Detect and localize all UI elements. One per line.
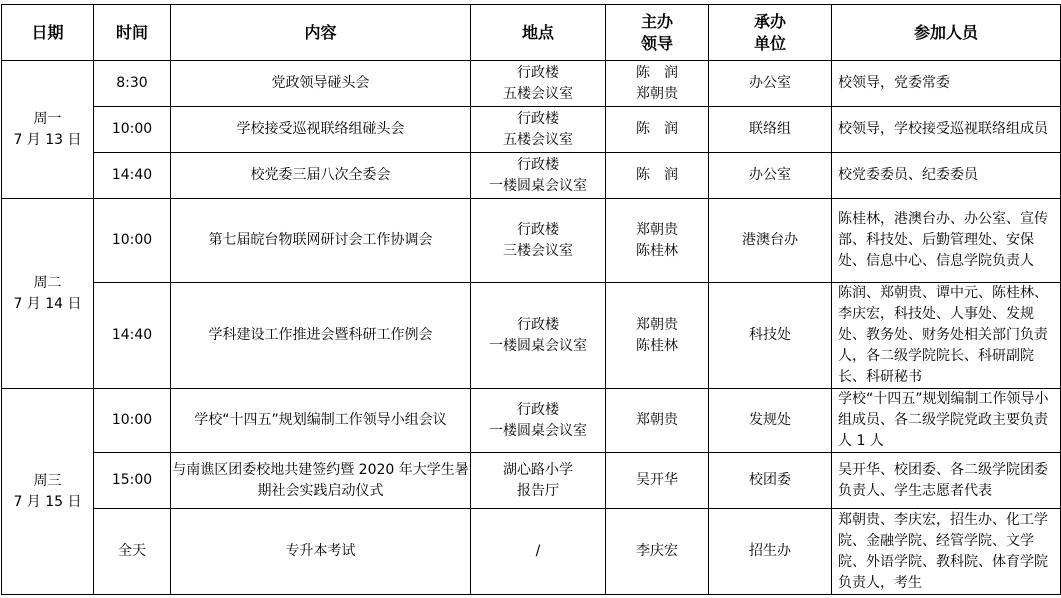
content-cell: 与南谯区团委校地共建签约暨 2020 年大学生暑期社会实践启动仪式: [171, 453, 471, 509]
header-time: 时间: [94, 5, 171, 61]
leader-cell: 郑朝贵 陈桂林: [606, 199, 709, 283]
weekday: 周一: [33, 110, 62, 127]
table-row: [2, 509, 1061, 595]
table-row: [2, 107, 1061, 153]
table-row: [2, 453, 1061, 509]
leader-cell: 陈 润: [606, 107, 709, 153]
location-cell: 行政楼 一楼圆桌会议室: [471, 389, 606, 453]
leader-cell: 陈 润 郑朝贵: [606, 61, 709, 107]
participants-cell: 郑朝贵、李庆宏，招生办、化工学院、金融学院、经管学院、文学院、外语学院、教科院、体育学院负责人，考生: [832, 509, 1061, 595]
time-cell: 15:00: [94, 453, 171, 509]
date: 7 月 13 日: [13, 131, 82, 148]
leader-cell: 李庆宏: [606, 509, 709, 595]
day-cell: [2, 199, 94, 389]
participants-cell: 校领导，党委常委: [832, 61, 1061, 107]
location-cell: 湖心路小学 报告厅: [471, 453, 606, 509]
table-row: [2, 283, 1061, 389]
content-cell: 第七届皖台物联网研讨会工作协调会: [171, 199, 471, 283]
location-cell: 行政楼 五楼会议室: [471, 61, 606, 107]
host-cell: 联络组: [709, 107, 832, 153]
header-leader: 主办 领导: [606, 5, 709, 61]
table-row: [2, 199, 1061, 283]
date: 7 月 15 日: [13, 493, 82, 510]
location-cell: 行政楼 三楼会议室: [471, 199, 606, 283]
location-cell: 行政楼 五楼会议室: [471, 107, 606, 153]
header-date: 日期: [2, 5, 94, 61]
weekday: 周三: [33, 472, 62, 489]
location-cell: 行政楼 一楼圆桌会议室: [471, 283, 606, 389]
header-participants: 参加人员: [832, 5, 1061, 61]
location-cell: 行政楼 一楼圆桌会议室: [471, 153, 606, 199]
content-cell: 党政领导碰头会: [171, 61, 471, 107]
content-cell: 校党委三届八次全委会: [171, 153, 471, 199]
time-cell: 10:00: [94, 107, 171, 153]
time-cell: 10:00: [94, 199, 171, 283]
host-cell: 招生办: [709, 509, 832, 595]
host-cell: 发规处: [709, 389, 832, 453]
header-location: 地点: [471, 5, 606, 61]
participants-cell: 校党委委员、纪委委员: [832, 153, 1061, 199]
day-cell: [2, 389, 94, 595]
time-cell: 14:40: [94, 153, 171, 199]
location-cell: /: [471, 509, 606, 595]
time-cell: 10:00: [94, 389, 171, 453]
day-cell: [2, 61, 94, 199]
weekday: 周二: [33, 274, 62, 291]
host-cell: 办公室: [709, 61, 832, 107]
header-row: [2, 5, 1061, 61]
host-cell: 校团委: [709, 453, 832, 509]
participants-cell: 吴开华、校团委、各二级学院团委负责人、学生志愿者代表: [832, 453, 1061, 509]
content-cell: 学校接受巡视联络组碰头会: [171, 107, 471, 153]
time-cell: 14:40: [94, 283, 171, 389]
time-cell: 全天: [94, 509, 171, 595]
table-row: [2, 61, 1061, 107]
participants-cell: 陈桂林，港澳台办、办公室、宣传部、科技处、后勤管理处、安保处、信息中心、信息学院负责人: [832, 199, 1061, 283]
leader-cell: 郑朝贵: [606, 389, 709, 453]
leader-cell: 郑朝贵 陈桂林: [606, 283, 709, 389]
date: 7 月 14 日: [13, 295, 82, 312]
header-content: 内容: [171, 5, 471, 61]
table-row: [2, 153, 1061, 199]
content-cell: 学科建设工作推进会暨科研工作例会: [171, 283, 471, 389]
content-cell: 学校“十四五”规划编制工作领导小组会议: [171, 389, 471, 453]
header-host: 承办 单位: [709, 5, 832, 61]
leader-cell: 吴开华: [606, 453, 709, 509]
time-cell: 8:30: [94, 61, 171, 107]
host-cell: 科技处: [709, 283, 832, 389]
host-cell: 办公室: [709, 153, 832, 199]
leader-cell: 陈 润: [606, 153, 709, 199]
content-cell: 专升本考试: [171, 509, 471, 595]
participants-cell: 学校“十四五”规划编制工作领导小组成员、各二级学院党政主要负责人 1 人: [832, 389, 1061, 453]
participants-cell: 陈润、郑朝贵、谭中元、陈桂林、李庆宏，科技处、人事处、发规处、教务处、财务处相关部门负责人，各二级学院院长、科研副院长、科研秘书: [832, 283, 1061, 389]
host-cell: 港澳台办: [709, 199, 832, 283]
table-row: [2, 389, 1061, 453]
schedule-table: [1, 4, 1061, 595]
participants-cell: 校领导，学校接受巡视联络组成员: [832, 107, 1061, 153]
